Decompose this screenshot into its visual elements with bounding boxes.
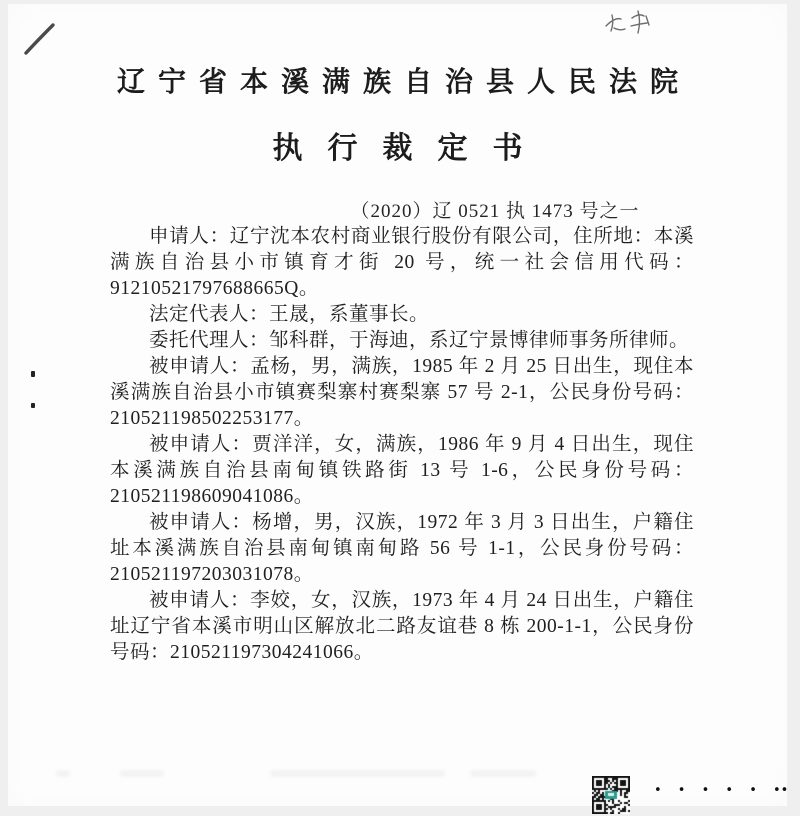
paragraph: 被申请人：孟杨，男，满族，1985 年 2 月 25 日出生，现住本溪满族自治县小市镇赛梨寨村赛梨寨 57 号 2-1，公民身份号码：210521198502253177。 — [110, 356, 694, 429]
document-page — [8, 4, 787, 806]
bleedthrough-smudge — [120, 770, 164, 777]
pen-slash-mark — [22, 20, 66, 64]
paragraph: 被申请人：杨增，男，汉族，1972 年 3 月 3 日出生，户籍住址本溪满族自治县南甸镇南甸路 56 号 1-1，公民身份号码：210521197203031078。 — [110, 512, 694, 585]
scan-speck — [31, 371, 35, 377]
bleedthrough-smudge — [56, 770, 70, 777]
paragraph: 申请人：辽宁沈本农村商业银行股份有限公司，住所地：本溪满族自治县小市镇育才街 20 号，统一社会信用代码：91210521797688665Q。 — [110, 226, 694, 299]
handwritten-note — [600, 6, 670, 40]
court-name: 辽宁省本溪满族自治县人民法院 — [116, 67, 691, 98]
paragraph: 委托代理人：邹科群，于海迪，系辽宁景博律师事务所律师。 — [149, 330, 690, 351]
case-number: （2020）辽 0521 执 1473 号之一 — [350, 201, 640, 222]
paragraph: 被申请人：贾洋洋，女，满族，1986 年 9 月 4 日出生，现住本溪满族自治县南甸镇铁路街 13 号 1-6，公民身份号码：210521198609041086。 — [110, 434, 694, 507]
paragraph: 被申请人：李姣，女，汉族，1973 年 4 月 24 日出生，户籍住址辽宁省本溪市明山区解放北二路友谊巷 8 栋 200-1-1，公民身份号码：210521197304241066。 — [110, 590, 694, 663]
bleedthrough-smudge — [270, 770, 445, 777]
document-title: 执行裁定书 — [272, 132, 548, 165]
qr-code — [592, 776, 630, 814]
document-body — [110, 224, 694, 666]
bleedthrough-smudge — [470, 770, 536, 777]
paragraph: 法定代表人：王晟，系董事长。 — [149, 304, 430, 325]
scan-speck — [31, 403, 35, 408]
dot-leaders: • • • • • •• — [654, 783, 789, 798]
